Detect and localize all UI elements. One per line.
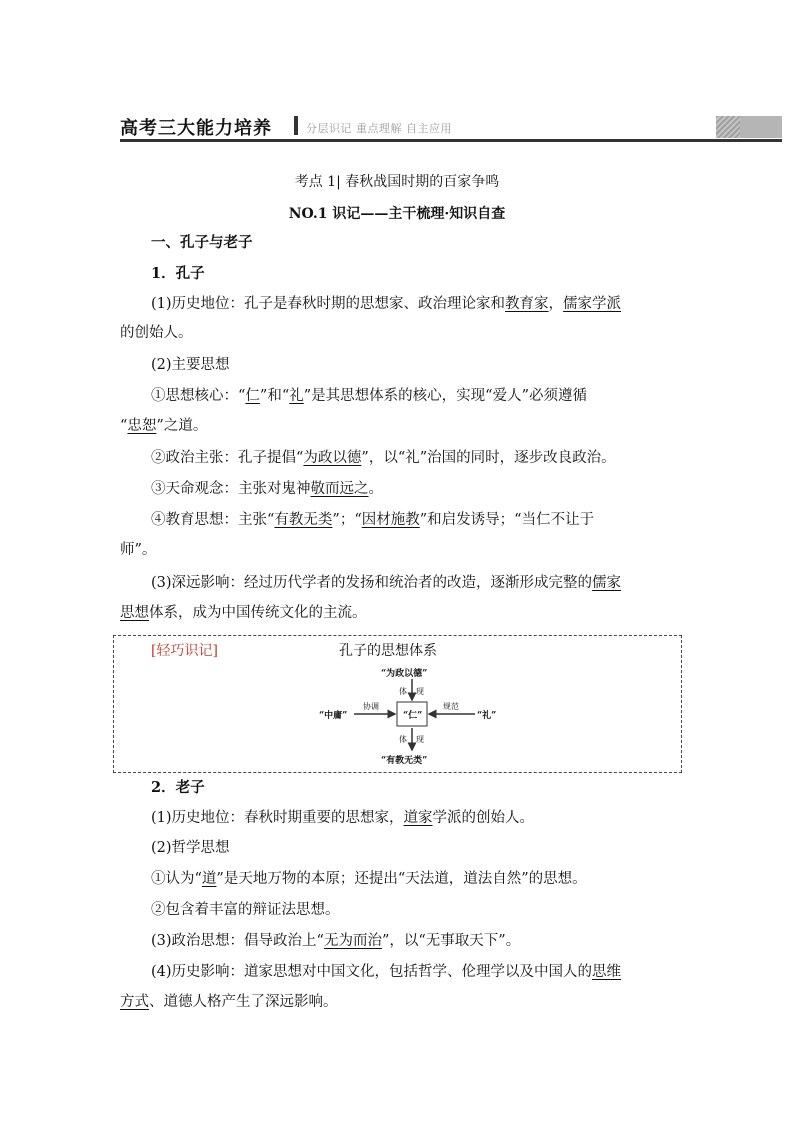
header-divider-bar (294, 116, 298, 135)
kongzi-core-line2 (120, 416, 207, 436)
kongzi-history-line2: 的创始人。 (120, 325, 193, 341)
text-segment: ①认为“ (151, 871, 202, 887)
kongzi-tianming (151, 479, 383, 499)
kongzi-core-line1 (151, 386, 587, 406)
laozi-influence-line1 (151, 962, 621, 982)
answer-blank: 有教无类 (274, 512, 333, 528)
diagram-bottom-node: “有教无类” (381, 756, 428, 766)
answer-blank: 为政以德 (303, 450, 362, 466)
diagram-right-node: “礼” (477, 711, 497, 721)
text-segment: (3)政治思想：倡导政治上“ (151, 933, 324, 949)
text-segment: 。 (368, 481, 383, 497)
laozi-philosophy-heading: (2)哲学思想 (151, 840, 230, 856)
page-header (120, 112, 782, 142)
answer-blank: 礼 (289, 388, 304, 404)
text-segment: ②政治主张：孔子提倡“ (151, 450, 304, 466)
header-decorative-block (716, 116, 782, 138)
laozi-dialectic: ②包含着丰富的辩证法思想。 (151, 902, 340, 918)
section-title: 考点 1| 春秋战国时期的百家争鸣 (294, 174, 500, 190)
text-segment: ”和“ (259, 388, 290, 404)
laozi-dao (151, 869, 587, 889)
laozi-politics (151, 931, 520, 951)
diagram-top-node: “为政以德” (381, 669, 428, 679)
kongzi-influence-line2 (120, 603, 367, 623)
text-segment: ①思想核心：“ (151, 388, 246, 404)
laozi-influence-line2 (120, 992, 338, 1012)
answer-blank: 思维 (592, 964, 622, 980)
text-segment: ”之道。 (156, 418, 208, 434)
text-segment: ”和启发诱导；“当仁不让于 (419, 512, 595, 528)
answer-blank: 道家 (403, 810, 433, 826)
text-segment: 体系，成为中国传统文化的主流。 (149, 605, 367, 621)
text-segment: 学派的创始人。 (432, 810, 535, 826)
heading-kongzi-laozi: 一、孔子与老子 (151, 234, 253, 251)
text-segment: (1)历史地位：春秋时期重要的思想家， (151, 810, 404, 826)
answer-blank: 敬而远之 (310, 481, 369, 497)
answer-blank: 思想 (120, 605, 149, 621)
diagram-left-node: “中庸” (319, 711, 348, 721)
diagram-bottom-label-a: 体 (399, 735, 407, 744)
laozi-history (151, 808, 534, 828)
answer-blank: 儒家 (592, 575, 622, 591)
diagram-top-label-b: 现 (416, 687, 424, 696)
kongzi-education-line1 (151, 510, 594, 530)
text-segment: ③天命观念：主张对鬼神 (151, 481, 311, 497)
answer-blank: 儒家学派 (563, 296, 622, 312)
text-segment: (4)历史影响：道家思想对中国文化，包括哲学、伦理学以及中国人的 (151, 964, 593, 980)
memory-tip-title: 孔子的思想体系 (339, 643, 437, 659)
answer-blank: 道 (201, 871, 217, 887)
answer-blank: 无为而治 (323, 933, 382, 949)
memory-tip-box (113, 635, 682, 773)
text-segment: ④教育思想：主张“ (151, 512, 275, 528)
section-subtitle: NO.1 识记——主干梳理·知识自查 (288, 206, 506, 222)
text-segment: ”；“ (332, 512, 362, 528)
text-segment: “ (120, 418, 128, 434)
kongzi-history-line1 (151, 294, 621, 314)
text-segment: 、道德人格产生了深远影响。 (149, 994, 338, 1010)
kongzi-education-line2: 师”。 (120, 542, 157, 558)
text-segment: ”是其思想体系的核心，实现“爱人”必须遵循 (303, 388, 587, 404)
kongzi-influence-line1 (151, 573, 621, 593)
answer-blank: 方式 (120, 994, 149, 1010)
text-segment: (1)历史地位：孔子是春秋时期的思想家、政治理论家和 (151, 296, 506, 312)
text-segment: ， (548, 296, 564, 312)
kongzi-thought-heading: (2)主要思想 (151, 357, 230, 373)
diagram-center-node: “仁” (403, 711, 423, 721)
header-title: 高考三大能力培养 (120, 118, 272, 139)
answer-blank: 忠恕 (127, 418, 157, 434)
header-subtitle: 分层识记 重点理解 自主应用 (306, 122, 452, 135)
diagram-bottom-label-b: 现 (416, 735, 424, 744)
diagram-top-label-a: 体 (399, 687, 407, 696)
memory-tip-tag: [轻巧识记] (151, 643, 218, 659)
text-segment: ”，以“礼”治国的同时，逐步改良政治。 (361, 450, 616, 466)
heading-kongzi: 1．孔子 (151, 265, 205, 282)
kongzi-politics (151, 448, 616, 468)
text-segment: (3)深远影响：经过历代学者的发扬和统治者的改造，逐渐形成完整的 (151, 575, 593, 591)
answer-blank: 教育家 (505, 296, 549, 312)
header-rule (120, 139, 782, 142)
diagram-right-label: 规范 (443, 702, 459, 711)
answer-blank: 因材施教 (361, 512, 420, 528)
answer-blank: 仁 (245, 388, 260, 404)
text-segment: ”，以“无事取天下”。 (381, 933, 521, 949)
heading-laozi: 2．老子 (151, 779, 205, 796)
text-segment: ”是天地万物的本原；还提出“天法道，道法自然”的思想。 (216, 871, 587, 887)
kongzi-thought-diagram (317, 662, 507, 768)
diagram-left-label: 协调 (363, 702, 379, 711)
